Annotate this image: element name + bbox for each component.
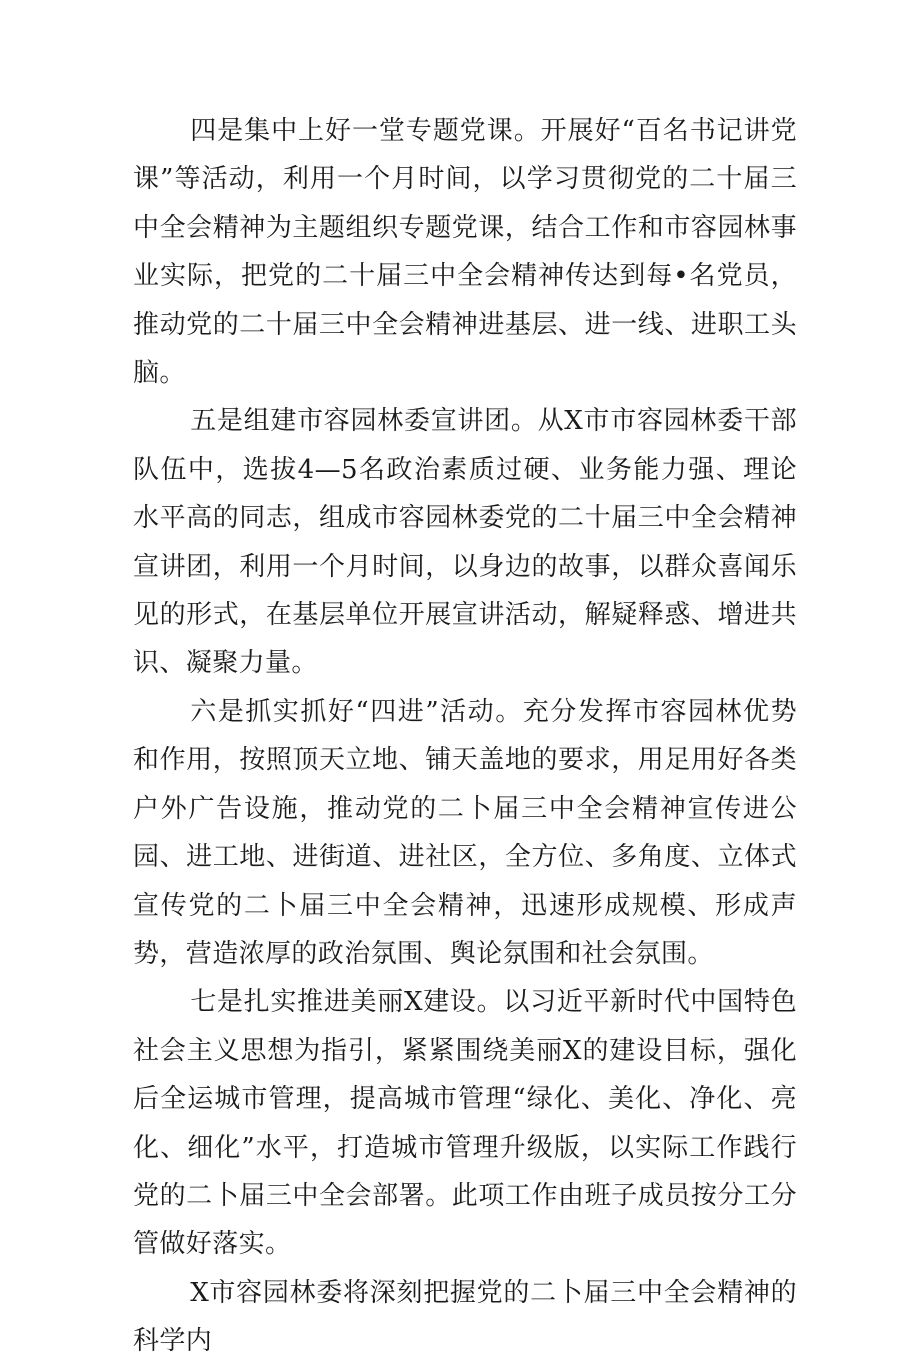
paragraph-7: 七是扎实推进美丽X建设。以习近平新时代中国特色社会主义思想为指引，紧紧围绕美丽X的建设目标，强化后全运城市管理，提高城市管理“绿化、美化、净化、亮化、细化”水平，打造城市管理升级版，以实际工作践行党的二卜届三中全会部署。此项工作由班子成员按分工分管做好落实。 (133, 987, 797, 1260)
document-body (133, 107, 797, 1366)
paragraph-4: 四是集中上好一堂专题党课。开展好“百名书记讲党课”等活动，利用一个月时间，以学习贯彻党的二十届三中全会精神为主题组织专题党课，结合工作和市容园林事业实际，把党的二十届三中全会精神传达到每•名党员，推动党的二十届三中全会精神进基层、进一线、进职工头脑。 (133, 116, 797, 389)
paragraph-5: 五是组建市容园林委宣讲团。从X市市容园林委干部队伍中，选拔4—5名政治素质过硬、业务能力强、理论水平高的同志，组成市容园林委党的二十届三中全会精神宣讲团，利用一个月时间，以身边的故事，以群众喜闻乐见的形式，在基层单位开展宣讲活动，解疑释惑、增进共识、凝聚力量。 (133, 406, 797, 679)
paragraph-6: 六是抓实抓好“四进”活动。充分发挥市容园林优势和作用，按照顶天立地、铺天盖地的要求，用足用好各类户外广告设施，推动党的二卜届三中全会精神宣传进公园、进工地、进街道、进社区，全方位、多角度、立体式宣传党的二卜届三中全会精神，迅速形成规模、形成声势，营造浓厚的政治氛围、舆论氛围和社会氛围。 (133, 696, 797, 969)
paragraph-8: X市容园林委将深刻把握党的二卜届三中全会精神的科学内 (133, 1277, 797, 1357)
